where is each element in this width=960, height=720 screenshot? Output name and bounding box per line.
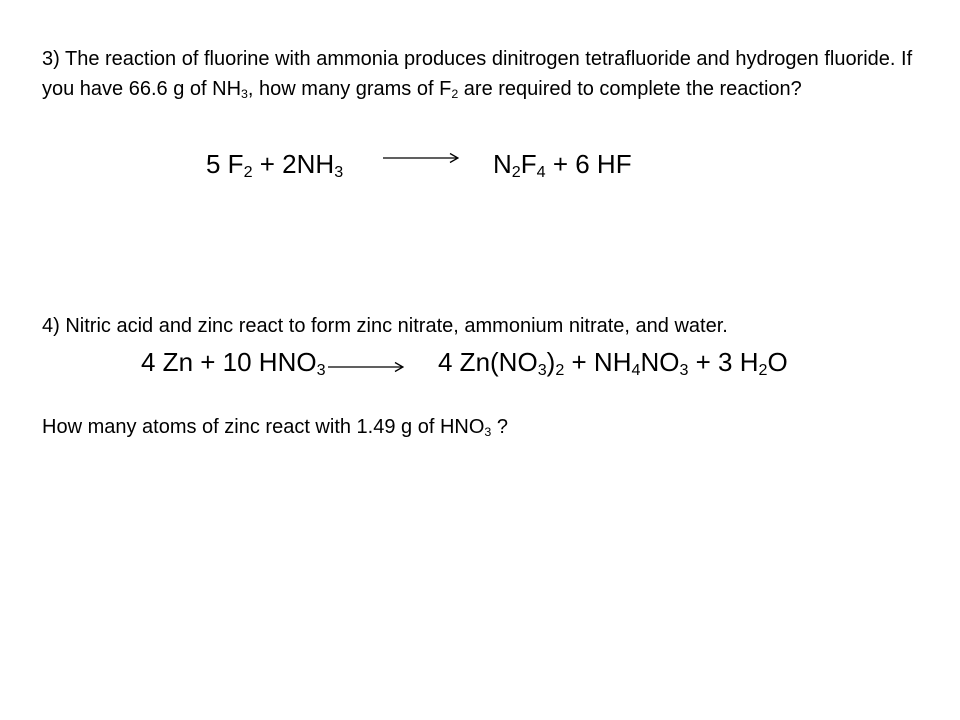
problem-4-question [42, 412, 508, 442]
eq4-r2-sub: 2 [555, 361, 565, 380]
problem-3-text-b: , how many grams of F [247, 78, 452, 100]
eq3-l1-sub: 2 [243, 163, 253, 182]
eq4-r4: NO [640, 347, 680, 377]
eq4-r4-sub: 3 [679, 361, 689, 380]
eq3-r1: N [493, 149, 512, 179]
problem-3-sub-nh3: 3 [241, 87, 248, 102]
eq4-r6: O [767, 347, 788, 377]
problem-4-question-sub: 3 [484, 425, 492, 440]
reaction-arrow-icon [383, 151, 459, 165]
eq3-r2-sub: 4 [536, 163, 546, 182]
problem-4-question-b: ? [491, 416, 508, 438]
equation-3-reactants [206, 148, 343, 180]
eq4-r1: 4 Zn(NO [438, 347, 538, 377]
eq3-l2: + 2NH [252, 149, 335, 179]
equation-4-reactants [141, 346, 326, 378]
eq4-r5: + 3 H [688, 347, 759, 377]
eq4-r1-sub: 3 [537, 361, 547, 380]
problem-3-statement [42, 44, 922, 104]
eq3-l1: 5 F [206, 149, 244, 179]
eq3-r2: F [520, 149, 537, 179]
eq3-r1-sub: 2 [511, 163, 521, 182]
eq4-r3-sub: 4 [631, 361, 641, 380]
eq4-l1-sub: 3 [316, 361, 326, 380]
eq4-r3: + NH [564, 347, 632, 377]
problem-3-text-c: are required to complete the reaction? [458, 78, 802, 100]
equation-4-products [438, 346, 788, 378]
problem-4-statement: 4) Nitric acid and zinc react to form zinc nitrate, ammonium nitrate, and water. [42, 315, 728, 337]
eq4-r2: ) [546, 347, 556, 377]
problem-3-text-a: 3) The reaction of fluorine with ammonia produces dinitrogen tetrafluoride and hydrogen fluoride. If you have 66.6 g of NH [42, 48, 913, 100]
problem-4-question-a: How many atoms of zinc react with 1.49 g of HNO [42, 416, 485, 438]
eq4-l1: 4 Zn + 10 HNO [141, 347, 317, 377]
eq3-r3: + 6 HF [545, 149, 632, 179]
problem-3-sub-f2: 2 [451, 87, 459, 102]
equation-3-products [493, 148, 632, 180]
reaction-arrow-icon [328, 360, 404, 374]
eq4-r5-sub: 2 [758, 361, 768, 380]
eq3-l2-sub: 3 [334, 163, 344, 182]
